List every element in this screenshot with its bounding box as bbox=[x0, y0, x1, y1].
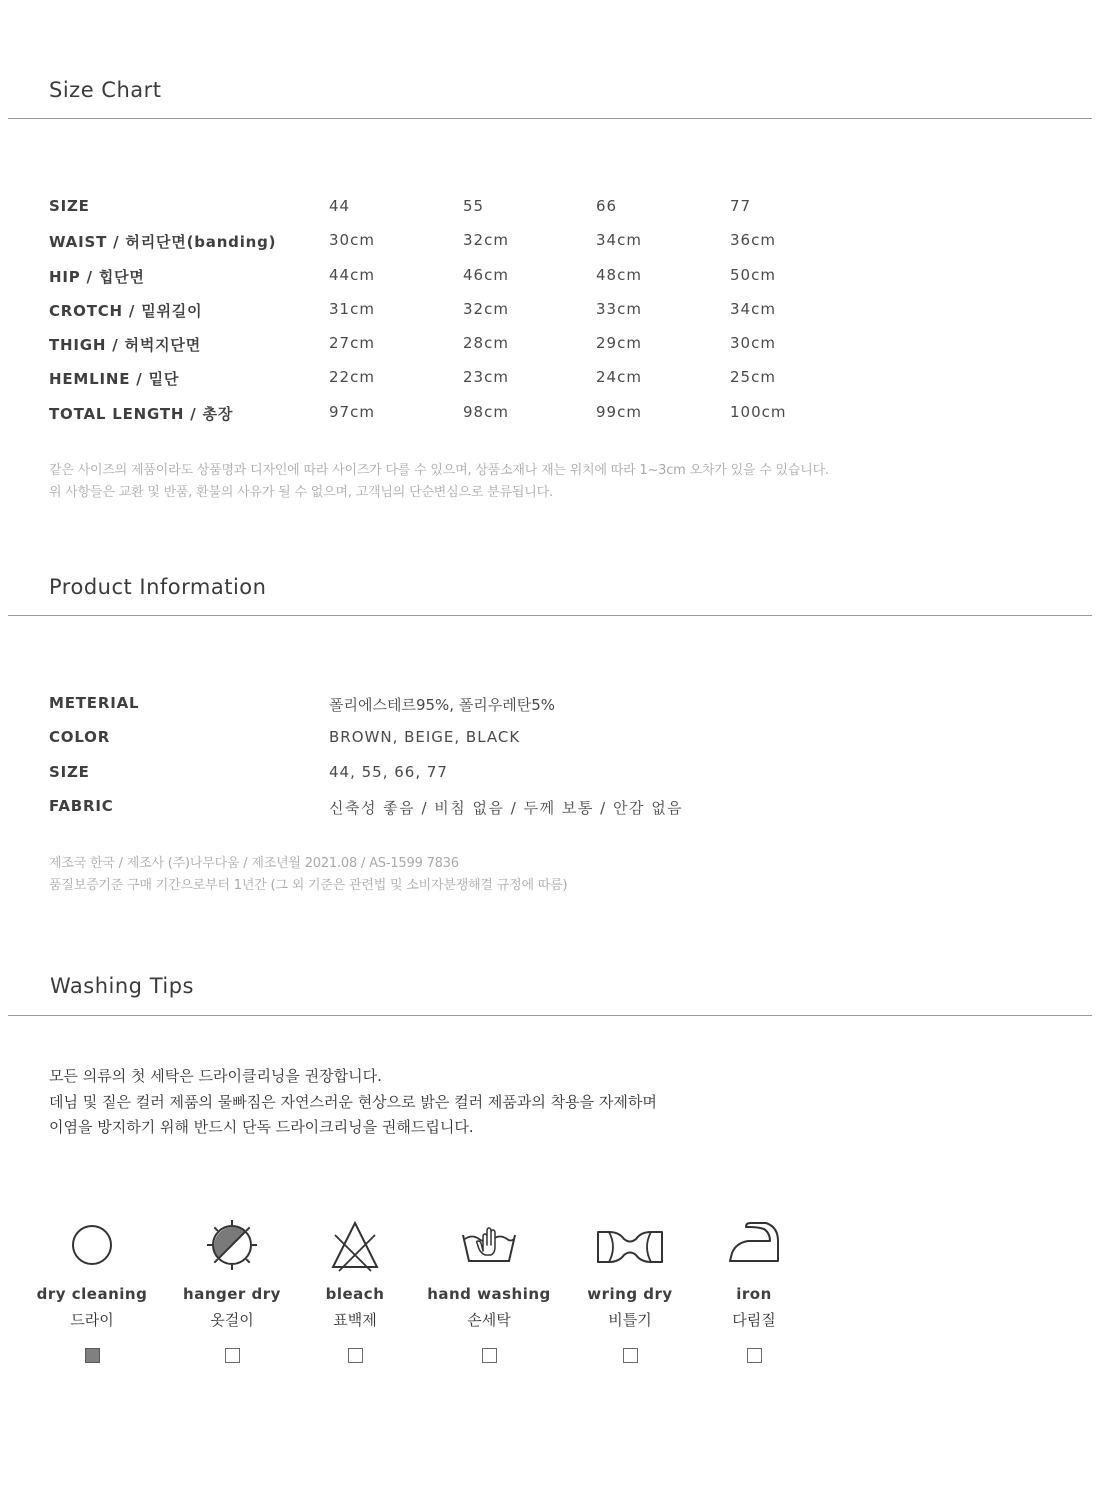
size-cell: 31cm bbox=[329, 300, 375, 318]
size-cell: 77 bbox=[730, 197, 752, 215]
washing-tips-divider bbox=[8, 1015, 1092, 1016]
wash-option-wring-dry bbox=[560, 1215, 700, 1363]
wring-icon bbox=[560, 1215, 700, 1277]
size-cell: 30cm bbox=[730, 334, 776, 352]
wash-option-dry-cleaning bbox=[22, 1215, 162, 1363]
wash-option-hanger-dry bbox=[162, 1215, 302, 1363]
info-label: METERIAL bbox=[49, 694, 140, 712]
size-cell: 22cm bbox=[329, 368, 375, 386]
size-row bbox=[49, 368, 1049, 388]
info-row bbox=[49, 763, 1049, 783]
size-cell: 100cm bbox=[730, 403, 787, 421]
wash-label-en: hanger dry bbox=[183, 1285, 281, 1303]
wash-label-ko: 표백제 bbox=[333, 1311, 377, 1329]
size-cell: 34cm bbox=[730, 300, 776, 318]
size-cell: 27cm bbox=[329, 334, 375, 352]
size-cell: 44 bbox=[329, 197, 351, 215]
size-cell: 25cm bbox=[730, 368, 776, 386]
size-cell: 48cm bbox=[596, 266, 642, 284]
product-info-title: Product Information bbox=[49, 575, 267, 599]
wash-checkbox-bleach[interactable] bbox=[348, 1348, 363, 1363]
hand-wash-icon bbox=[419, 1215, 559, 1277]
washing-text-line: 이염을 방지하기 위해 반드시 단독 드라이크리닝을 권해드립니다. bbox=[49, 1118, 474, 1136]
info-row bbox=[49, 694, 1049, 714]
size-cell: 98cm bbox=[463, 403, 509, 421]
size-cell: 34cm bbox=[596, 231, 642, 249]
no-bleach-icon bbox=[285, 1215, 425, 1277]
size-cell: 33cm bbox=[596, 300, 642, 318]
product-info-divider bbox=[8, 615, 1092, 616]
wash-label-ko: 드라이 bbox=[70, 1311, 114, 1329]
size-cell: 32cm bbox=[463, 231, 509, 249]
row-label: THIGH / 허벅지단면 bbox=[49, 336, 202, 354]
wash-checkbox-hand-washing[interactable] bbox=[482, 1348, 497, 1363]
hanger-dry-icon bbox=[162, 1215, 302, 1277]
info-label: COLOR bbox=[49, 728, 111, 746]
size-chart-divider bbox=[8, 118, 1092, 119]
row-label: HIP / 힙단면 bbox=[49, 268, 145, 286]
size-cell: 28cm bbox=[463, 334, 509, 352]
size-cell: 66 bbox=[596, 197, 618, 215]
wash-label-ko: 비틀기 bbox=[608, 1311, 652, 1329]
product-info-notes bbox=[49, 853, 567, 897]
info-note-line: 제조국 한국 / 제조사 (주)나무다움 / 제조년월 2021.08 / AS-1599 7836 bbox=[49, 856, 459, 871]
size-cell: 36cm bbox=[730, 231, 776, 249]
size-cell: 99cm bbox=[596, 403, 642, 421]
iron-icon bbox=[684, 1215, 824, 1277]
size-row bbox=[49, 300, 1049, 320]
info-value: 폴리에스테르95%, 폴리우레탄5% bbox=[329, 696, 556, 714]
wash-checkbox-hanger-dry[interactable] bbox=[225, 1348, 240, 1363]
size-cell: 32cm bbox=[463, 300, 509, 318]
row-label: HEMLINE / 밑단 bbox=[49, 370, 180, 388]
size-row bbox=[49, 231, 1049, 251]
size-chart-notes bbox=[49, 460, 829, 504]
size-note-line: 위 사항들은 교환 및 반품, 환불의 사유가 될 수 없으며, 고객님의 단순변심으로 분류됩니다. bbox=[49, 485, 553, 500]
info-label: SIZE bbox=[49, 763, 90, 781]
washing-tips-title: Washing Tips bbox=[50, 974, 194, 998]
info-label: FABRIC bbox=[49, 797, 114, 815]
wash-label-en: dry cleaning bbox=[36, 1285, 148, 1303]
wash-checkbox-iron[interactable] bbox=[747, 1348, 762, 1363]
size-cell: 23cm bbox=[463, 368, 509, 386]
wash-label-ko: 손세탁 bbox=[467, 1311, 511, 1329]
row-label: TOTAL LENGTH / 총장 bbox=[49, 405, 234, 423]
info-value: 신축성 좋음 / 비침 없음 / 두께 보통 / 안감 없음 bbox=[329, 799, 684, 817]
wash-label-ko: 다림질 bbox=[732, 1311, 776, 1329]
info-value: 44, 55, 66, 77 bbox=[329, 763, 448, 781]
info-row bbox=[49, 728, 1049, 748]
size-cell: 29cm bbox=[596, 334, 642, 352]
info-note-line: 품질보증기준 구매 기간으로부터 1년간 (그 외 기준은 관련법 및 소비자분쟁해결 규정에 따름) bbox=[49, 878, 568, 893]
size-cell: 50cm bbox=[730, 266, 776, 284]
row-label: SIZE bbox=[49, 197, 90, 215]
wash-checkbox-dry-cleaning[interactable] bbox=[85, 1348, 100, 1363]
washing-instructions bbox=[49, 1064, 657, 1141]
size-row bbox=[49, 266, 1049, 286]
wash-label-en: hand washing bbox=[427, 1285, 551, 1303]
size-row bbox=[49, 403, 1049, 423]
wash-label-en: bleach bbox=[325, 1285, 385, 1303]
wash-checkbox-wring-dry[interactable] bbox=[623, 1348, 638, 1363]
size-row bbox=[49, 334, 1049, 354]
washing-text-line: 모든 의류의 첫 세탁은 드라이클리닝을 권장합니다. bbox=[49, 1067, 382, 1085]
row-label: WAIST / 허리단면(banding) bbox=[49, 233, 277, 251]
wash-option-bleach bbox=[285, 1215, 425, 1363]
size-cell: 55 bbox=[463, 197, 485, 215]
size-row bbox=[49, 197, 1049, 217]
wash-option-hand-washing bbox=[419, 1215, 559, 1363]
wash-label-en: wring dry bbox=[587, 1285, 673, 1303]
size-cell: 44cm bbox=[329, 266, 375, 284]
info-row bbox=[49, 797, 1049, 817]
dry-cleaning-icon bbox=[22, 1215, 162, 1277]
size-cell: 46cm bbox=[463, 266, 509, 284]
washing-text-line: 데님 및 짙은 컬러 제품의 물빠짐은 자연스러운 현상으로 밝은 컬러 제품과의 착용을 자제하며 bbox=[49, 1092, 657, 1111]
info-value: BROWN, BEIGE, BLACK bbox=[329, 728, 521, 746]
size-cell: 97cm bbox=[329, 403, 375, 421]
size-cell: 24cm bbox=[596, 368, 642, 386]
size-chart-title: Size Chart bbox=[49, 78, 162, 102]
size-note-line: 같은 사이즈의 제품이라도 상품명과 디자인에 따라 사이즈가 다를 수 있으며, 상품소재나 재는 위치에 따라 1~3cm 오차가 있을 수 있습니다. bbox=[49, 463, 829, 478]
wash-option-iron bbox=[684, 1215, 824, 1363]
size-cell: 30cm bbox=[329, 231, 375, 249]
row-label: CROTCH / 밑위길이 bbox=[49, 302, 203, 320]
wash-label-ko: 옷걸이 bbox=[210, 1311, 254, 1329]
wash-label-en: iron bbox=[736, 1285, 772, 1303]
